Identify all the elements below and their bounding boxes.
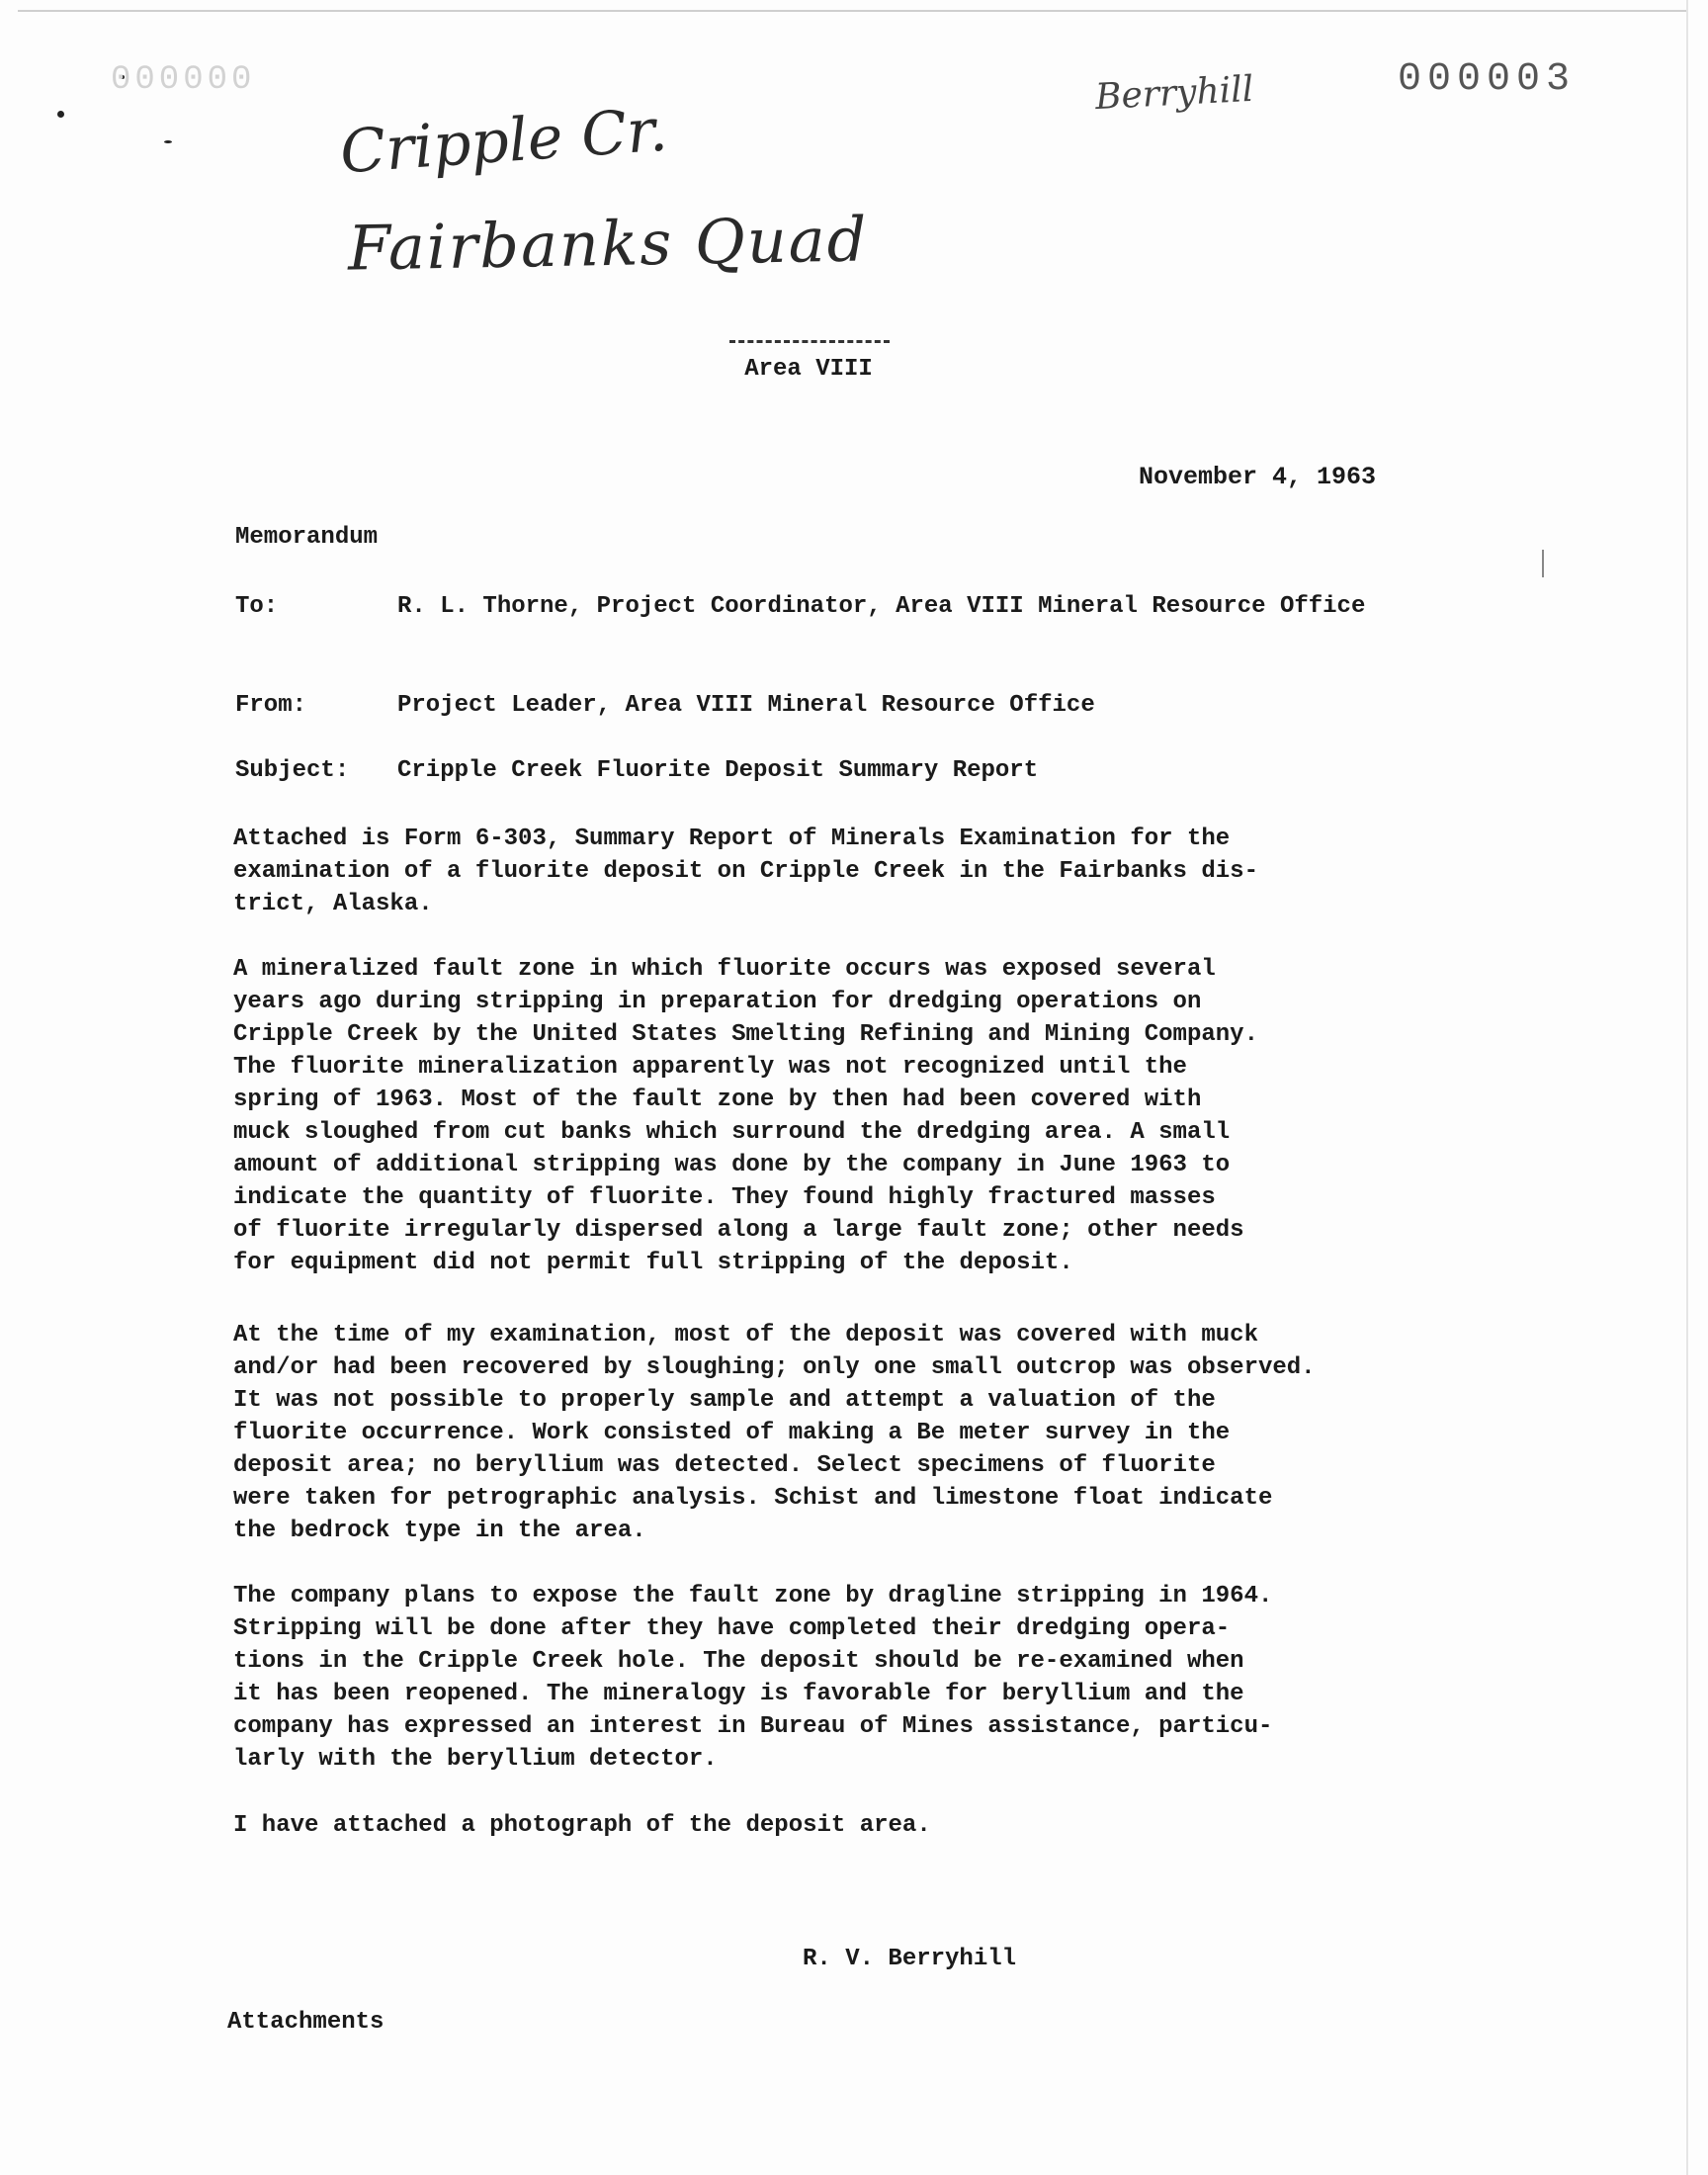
to-label: To: [235,593,279,620]
subject-value: Cripple Creek Fluorite Deposit Summary Report [397,757,1039,784]
to-value: R. L. Thorne, Project Coordinator, Area VIII Mineral Resource Office [397,593,1366,620]
body-paragraph-2: A mineralized fault zone in which fluorite occurs was exposed several years ago during stripping in preparation for dredging operations on Cripple Creek by the United States Smelting Refining and Mining Company. The fluorite mineralization apparently was not recognized until the spring of 1963. Most of the fault zone by then had been covered with muck sloughed from cut banks which surround the dredging area. A small amount of additional stripping was done by the company in June 1963 to indicate the quantity of fluorite. They found highly fractured masses of fluorite irregularly dispersed along a large fault zone; other needs for equipment did not permit full stripping of the deposit. [233,956,1258,1276]
area-title: Area VIII [744,356,873,383]
title-rule [729,340,890,343]
handwritten-note-line-2: Fairbanks Quad [347,203,869,285]
handwritten-note-line-1: Cripple Cr. [337,95,670,188]
body-paragraph-5: I have attached a photograph of the deposit area. [233,1812,931,1839]
body-paragraph-1: Attached is Form 6-303, Summary Report of Minerals Examination for the examination of a fluorite deposit on Cripple Creek in the Fairbanks dis- trict, Alaska. [233,826,1258,917]
from-label: From: [235,692,307,719]
scan-speck [57,111,64,118]
body-paragraph-4: The company plans to expose the fault zone by dragline stripping in 1964. Stripping will be done after they have completed their dredging opera- tions in the Cripple Creek hole. The deposit should be re-examined when it has been reopened. The mineralogy is favorable for beryllium and the company has expressed an interest in Bureau of Mines assistance, particu- larly with the beryllium detector. [233,1583,1273,1773]
memo-label: Memorandum [235,524,379,551]
subject-label: Subject: [235,757,350,784]
scan-top-edge [18,10,1688,12]
handwritten-signature: Berryhill [1094,68,1255,119]
margin-mark [1542,550,1544,577]
scan-speck [164,140,172,143]
from-value: Project Leader, Area VIII Mineral Resource Office [397,692,1095,719]
signature-name: R. V. Berryhill [803,1946,1017,1972]
attachments-label: Attachments [227,2009,384,2036]
body-paragraph-3: At the time of my examination, most of the deposit was covered with muck and/or had been recovered by sloughing; only one small outcrop was observed. It was not possible to properly sample and attempt a valuation of the fluorite occurrence. Work consisted of making a Be meter survey in the deposit area; no beryllium was detected. Select specimens of fluorite were taken for petrographic analysis. Schist and limestone float indicate the bedrock type in the area. [233,1322,1316,1544]
document-number: 000003 [1398,57,1577,102]
ghost-document-number: 000000 [111,61,256,99]
memo-date: November 4, 1963 [1139,463,1377,491]
scan-right-edge [1686,0,1688,2175]
